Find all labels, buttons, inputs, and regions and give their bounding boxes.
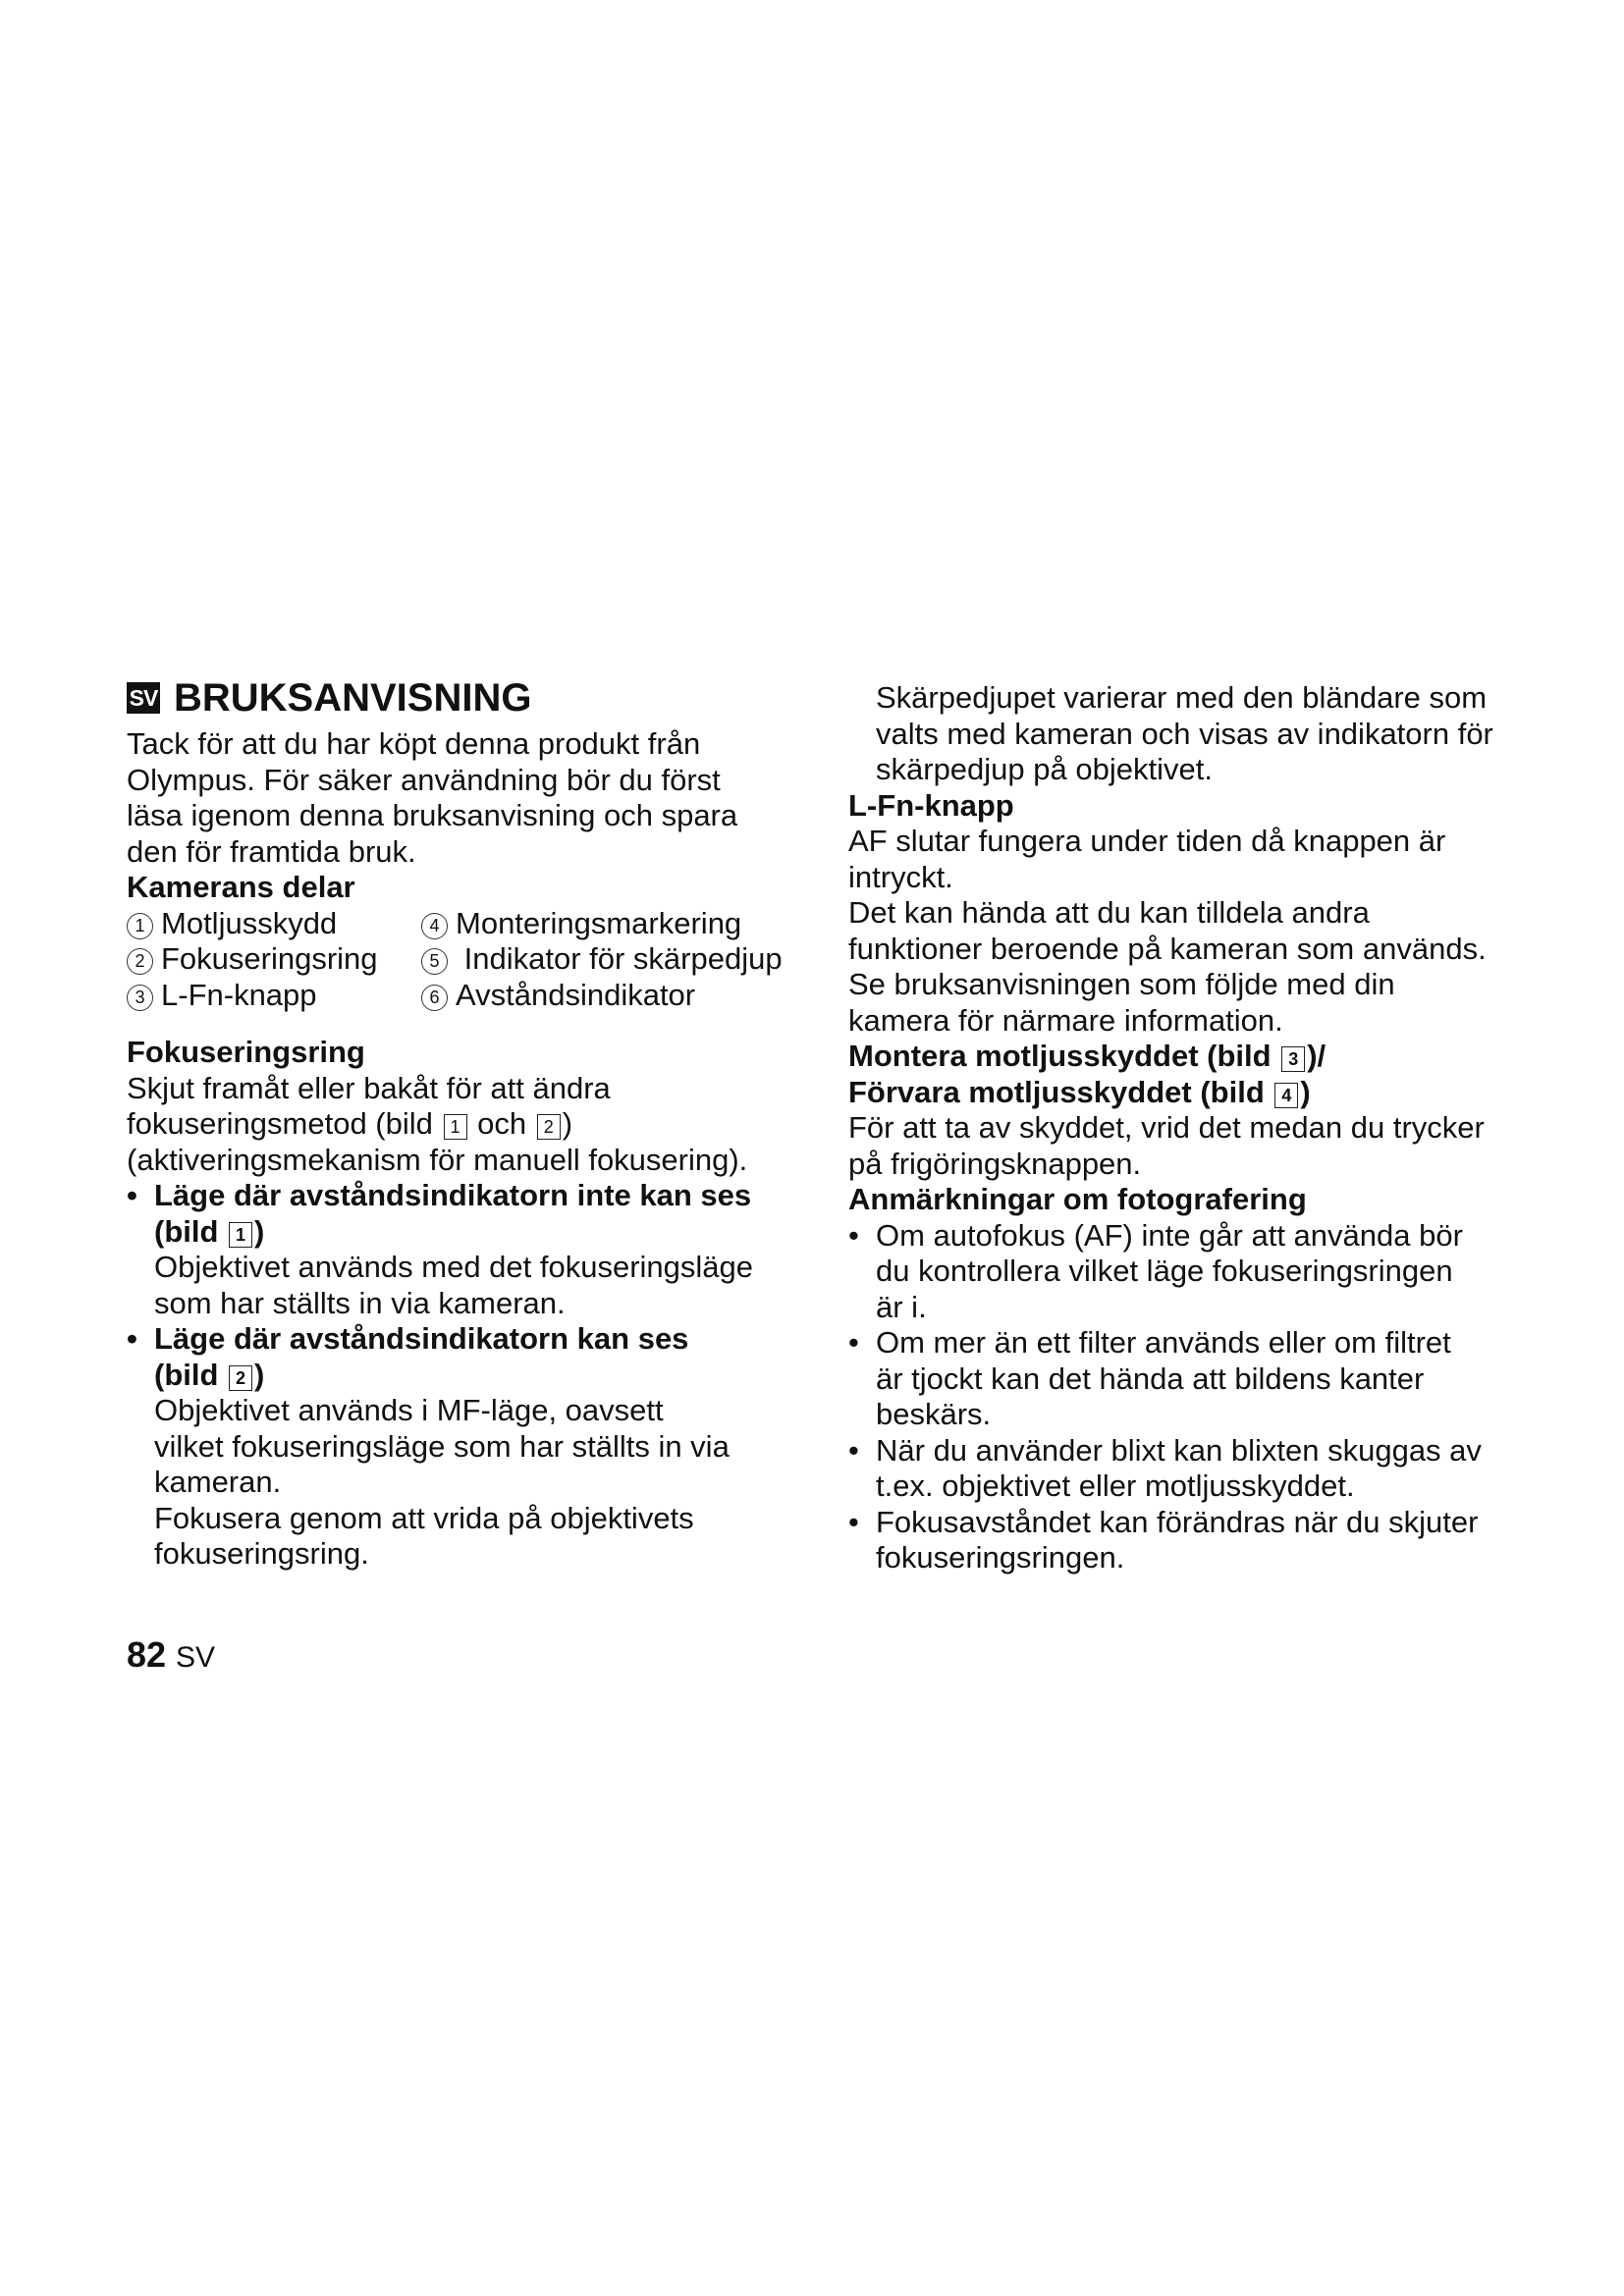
text-line: Skjut framåt eller bakåt för att ändra: [127, 1070, 611, 1105]
circled-number-icon: 1: [127, 913, 153, 939]
figure-ref-icon: 3: [1281, 1046, 1305, 1072]
bullet-item: [127, 1321, 804, 1573]
text-line: Om autofokus (AF) inte går att använda bör: [876, 1217, 1463, 1253]
text-line: beskärs.: [876, 1397, 992, 1431]
text-span: ): [254, 1213, 265, 1249]
part-item: [421, 906, 804, 942]
part-item: [421, 941, 804, 978]
text-line: Se bruksanvisningen som följde med din: [848, 967, 1395, 1001]
intro-paragraph: [127, 726, 804, 870]
text-line: den för framtida bruk.: [127, 833, 416, 869]
text-line: AF slutar fungera under tiden då knappen är: [848, 824, 1446, 858]
text-line: Det kan hända att du kan tilldela andra: [848, 895, 1370, 930]
text-line: Fokusavståndet kan förändras när du skjuter: [876, 1504, 1479, 1539]
text-span: (bild: [154, 1213, 228, 1249]
part-label: L-Fn-knapp: [161, 977, 317, 1012]
bullet-heading: Läge där avståndsindikatorn inte kan ses: [154, 1178, 752, 1212]
part-label: Monteringsmarkering: [456, 905, 742, 940]
part-item: [127, 978, 421, 1014]
part-item: [127, 941, 421, 978]
text-line: Skärpedjupet varierar med den bländare som: [876, 680, 1488, 715]
text-line: Fokusera genom att vrida på objektivets: [154, 1500, 694, 1535]
bullet-icon: •: [127, 1178, 137, 1212]
note-item: [848, 1325, 1526, 1433]
text-line: När du använder blixt kan blixten skuggas av: [876, 1432, 1482, 1468]
page-number: 82: [127, 1634, 167, 1675]
text-span: ): [254, 1357, 265, 1392]
note-item: [848, 1505, 1526, 1576]
part-label: Motljusskydd: [161, 905, 338, 940]
text-line: (aktiveringsmekanism för manuell fokusering).: [127, 1142, 748, 1177]
circled-number-icon: 5: [421, 948, 448, 975]
bullet-body: [154, 1178, 804, 1321]
note-item: [848, 1433, 1526, 1505]
note-item: [848, 1218, 1526, 1326]
bullet-icon: •: [848, 1217, 859, 1253]
store-heading: [848, 1075, 1526, 1111]
figure-ref-icon: 4: [1274, 1083, 1298, 1108]
text-line: intryckt.: [848, 859, 953, 894]
left-column: [127, 675, 804, 1573]
text-line: vilket fokuseringsläge som har ställts in via: [154, 1428, 730, 1464]
text-line: Tack för att du har köpt denna produkt från: [127, 726, 701, 761]
part-label: Avståndsindikator: [456, 977, 696, 1012]
text-line: kamera för närmare information.: [848, 1002, 1283, 1038]
note-body: [876, 1505, 1526, 1576]
text-line: läsa igenom denna bruksanvisning och spara: [127, 798, 738, 832]
text-line: Objektivet används i MF-läge, oavsett: [154, 1393, 664, 1427]
parts-list: [127, 906, 804, 1014]
text-span: ): [562, 1106, 573, 1141]
circled-number-icon: 4: [421, 913, 448, 939]
text-span: och: [468, 1106, 535, 1141]
text-span: (bild: [154, 1357, 228, 1392]
text-line: För att ta av skyddet, vrid det medan du trycker: [848, 1110, 1485, 1145]
parts-heading: Kamerans delar: [127, 870, 355, 904]
part-item: [421, 978, 804, 1014]
text-line: du kontrollera vilket läge fokuseringsringen: [876, 1254, 1453, 1288]
text-line: funktioner beroende på kameran som används.: [848, 931, 1487, 966]
figure-ref-icon: 2: [229, 1365, 252, 1391]
text-span: fokuseringsmetod (bild: [127, 1106, 442, 1141]
bullet-icon: •: [848, 1432, 859, 1468]
text-line: är tjockt kan det hända att bildens kanter: [876, 1361, 1425, 1396]
text-line: Objektivet används med det fokuseringsläge: [154, 1250, 754, 1284]
figure-ref-icon: 1: [229, 1222, 252, 1248]
circled-number-icon: 6: [421, 985, 448, 1011]
text-span: )/: [1307, 1039, 1326, 1073]
figure-ref-icon: 1: [444, 1114, 467, 1140]
mount-heading: [848, 1039, 1526, 1075]
text-line: Om mer än ett filter används eller om filtret: [876, 1325, 1451, 1360]
text-line: Olympus. För säker användning bör du först: [127, 762, 721, 797]
lfn-paragraph: [848, 824, 1526, 1039]
circled-number-icon: 2: [127, 948, 153, 975]
lfn-heading: L-Fn-knapp: [848, 787, 1014, 823]
page-footer: [127, 1634, 215, 1676]
text-line: fokuseringsring.: [154, 1536, 369, 1571]
bullet-icon: •: [848, 1325, 859, 1360]
circled-number-icon: 3: [127, 985, 153, 1011]
part-item: [127, 906, 421, 942]
bullet-icon: •: [848, 1504, 859, 1539]
text-span: Förvara motljusskyddet (bild: [848, 1074, 1273, 1109]
text-span: ): [1300, 1074, 1311, 1109]
focus-heading: Fokuseringsring: [127, 1035, 365, 1069]
notes-heading: Anmärkningar om fotografering: [848, 1182, 1307, 1216]
note-body: [876, 1325, 1526, 1433]
bullet-body: [154, 1321, 804, 1573]
text-line: är i.: [876, 1289, 927, 1324]
note-body: [876, 1218, 1526, 1326]
title-text: BRUKSANVISNING: [174, 676, 532, 720]
bullet-heading: Läge där avståndsindikatorn kan ses: [154, 1321, 689, 1356]
right-column: [848, 680, 1526, 1576]
text-line: skärpedjup på objektivet.: [876, 752, 1213, 786]
page-title: [127, 675, 804, 721]
text-line: fokuseringsringen.: [876, 1540, 1125, 1575]
part-label: Fokuseringsring: [161, 941, 378, 976]
depth-paragraph: [848, 680, 1526, 788]
text-line: [127, 1106, 804, 1143]
figure-ref-icon: 2: [537, 1114, 561, 1140]
text-line: valts med kameran och visas av indikatorn för: [876, 716, 1493, 751]
text-line: t.ex. objektivet eller motljusskyddet.: [876, 1468, 1355, 1503]
text-line: på frigöringsknappen.: [848, 1146, 1142, 1181]
sv-language-icon: SV: [127, 682, 160, 714]
bullet-heading: [154, 1214, 804, 1251]
bullet-heading: [154, 1358, 804, 1394]
note-body: [876, 1433, 1526, 1505]
part-label: Indikator för skärpedjup: [456, 941, 783, 976]
bullet-icon: •: [127, 1321, 137, 1356]
text-line: kameran.: [154, 1465, 282, 1499]
footer-language: SV: [176, 1641, 216, 1674]
bullet-item: [127, 1178, 804, 1321]
text-span: Montera motljusskyddet (bild: [848, 1039, 1280, 1073]
text-line: som har ställts in via kameran.: [154, 1285, 566, 1320]
